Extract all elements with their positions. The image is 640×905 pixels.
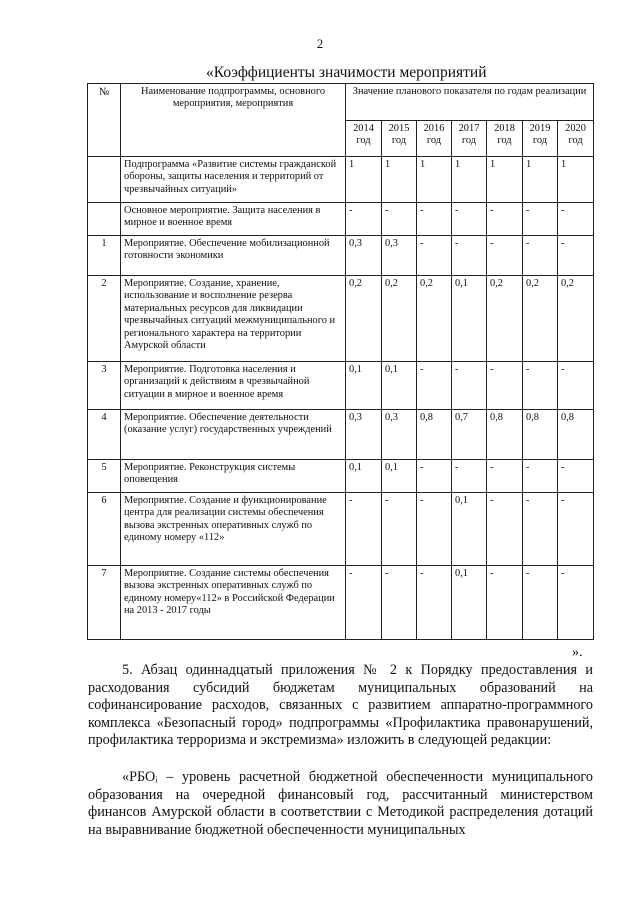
row-value: - [523, 203, 558, 236]
table-row [88, 276, 594, 362]
row-value: - [487, 236, 523, 276]
row-value: 1 [417, 157, 452, 203]
row-value: - [346, 566, 382, 640]
row-value: 0,3 [382, 410, 417, 460]
row-value: - [487, 203, 523, 236]
row-value: - [417, 362, 452, 410]
row-value: 0,8 [523, 410, 558, 460]
row-value: - [523, 566, 558, 640]
table-row [88, 410, 594, 460]
header-name: Наименование подпрограммы, основного мероприятия, мероприятия [121, 84, 346, 157]
row-value: - [558, 566, 594, 640]
row-value: - [452, 460, 487, 493]
row-value: 0,1 [382, 362, 417, 410]
row-name: Основное мероприятие. Защита населения в мирное и военное время [121, 203, 346, 236]
row-value: 0,2 [558, 276, 594, 362]
row-value: 1 [487, 157, 523, 203]
row-value: - [452, 236, 487, 276]
row-number: 7 [88, 566, 121, 640]
row-value: 0,1 [452, 566, 487, 640]
table-row [88, 460, 594, 493]
row-value: - [417, 493, 452, 566]
row-value: - [417, 236, 452, 276]
row-name: Мероприятие. Создание системы обеспечения вызова экстренных оперативных служб по единому номеру«112» в Российской Федерации на 2013 - 2017 годы [121, 566, 346, 640]
row-value: 0,1 [452, 276, 487, 362]
row-number: 3 [88, 362, 121, 410]
row-value: - [417, 460, 452, 493]
paragraph-rbo [88, 769, 593, 839]
row-value: 0,8 [487, 410, 523, 460]
row-value: 0,2 [487, 276, 523, 362]
header-year: 2020 год [558, 121, 594, 157]
row-value: 1 [382, 157, 417, 203]
table-row [88, 203, 594, 236]
row-number: 2 [88, 276, 121, 362]
header-year: 2019 год [523, 121, 558, 157]
row-value: - [558, 460, 594, 493]
table-row [88, 566, 594, 640]
row-value: 0,8 [417, 410, 452, 460]
table-row [88, 157, 594, 203]
row-value: - [382, 203, 417, 236]
row-value: 0,1 [382, 460, 417, 493]
header-year: 2016 год [417, 121, 452, 157]
table-closing-mark: ». [572, 645, 583, 660]
row-name: Мероприятие. Создание, хранение, использование и восполнение резерва материальных ресурсов для ликвидации чрезвычайных ситуаций межмуниципального и регионального характера на территории Амурской области [121, 276, 346, 362]
row-value: - [487, 566, 523, 640]
paragraph-5 [88, 662, 593, 750]
row-value: 0,2 [417, 276, 452, 362]
row-value: - [487, 362, 523, 410]
row-value: - [523, 493, 558, 566]
row-name: Мероприятие. Обеспечение мобилизационной готовности экономики [121, 236, 346, 276]
row-value: 0,1 [452, 493, 487, 566]
row-value: 0,1 [346, 460, 382, 493]
header-year: 2017 год [452, 121, 487, 157]
row-value: 0,1 [346, 362, 382, 410]
header-year: 2014 год [346, 121, 382, 157]
row-value: - [487, 460, 523, 493]
row-value: 1 [558, 157, 594, 203]
row-value: - [346, 203, 382, 236]
row-value: - [558, 493, 594, 566]
row-value: - [523, 460, 558, 493]
row-value: - [452, 362, 487, 410]
row-value: - [558, 203, 594, 236]
row-number: 6 [88, 493, 121, 566]
header-years-group: Значение планового показателя по годам реализации [346, 84, 594, 121]
table-title: «Коэффициенты значимости мероприятий [206, 64, 487, 81]
row-value: 0,3 [346, 236, 382, 276]
row-number [88, 203, 121, 236]
row-name: Мероприятие. Подготовка населения и организаций к действиям в чрезвычайной ситуации в мирное и военное время [121, 362, 346, 410]
table-row [88, 493, 594, 566]
row-value: - [523, 236, 558, 276]
row-value: 1 [523, 157, 558, 203]
row-value: - [558, 362, 594, 410]
row-value: - [417, 566, 452, 640]
header-year: 2015 год [382, 121, 417, 157]
row-number: 4 [88, 410, 121, 460]
header-num: № [88, 84, 121, 157]
row-value: - [487, 493, 523, 566]
row-number: 5 [88, 460, 121, 493]
row-name: Мероприятие. Обеспечение деятельности (оказание услуг) государственных учреждений [121, 410, 346, 460]
row-number [88, 157, 121, 203]
row-name: Мероприятие. Создание и функционирование центра для реализации системы обеспечения вызова экстренных оперативных служб по единому номеру «112» [121, 493, 346, 566]
row-value: - [558, 236, 594, 276]
row-value: 1 [346, 157, 382, 203]
page-number: 2 [316, 36, 324, 51]
row-name: Подпрограмма «Развитие системы гражданской обороны, защиты населения и территорий от чрезвычайных ситуаций» [121, 157, 346, 203]
table-row [88, 362, 594, 410]
row-value: 0,2 [523, 276, 558, 362]
row-value: 0,7 [452, 410, 487, 460]
row-value: 0,3 [346, 410, 382, 460]
row-number: 1 [88, 236, 121, 276]
paragraph-5-text: 5. Абзац одиннадцатый приложения № 2 к Порядку предоставления и расходования субсидий бюджетам муниципальных образований на софинансирование расходов, связанных с развитием аппаратно-программного комплекса «Безопасный город» подпрограммы «Профилактика правонарушений, профилактика терроризма и экстремизма» изложить в следующей редакции: [88, 662, 593, 749]
row-value: - [346, 493, 382, 566]
row-value: 0,8 [558, 410, 594, 460]
row-value: 0,2 [382, 276, 417, 362]
row-value: - [382, 566, 417, 640]
row-value: - [452, 203, 487, 236]
paragraph-rbo-text: «РБОᵢ – уровень расчетной бюджетной обеспеченности муниципального образования на очередной финансовый год, рассчитанный министерством финансов Амурской области в соответствии с Методикой распределения дотаций на выравнивание бюджетной обеспеченности муниципальных [88, 769, 593, 838]
table-row [88, 236, 594, 276]
coefficients-table [87, 83, 594, 640]
row-value: 0,3 [382, 236, 417, 276]
row-value: - [382, 493, 417, 566]
row-value: 0,2 [346, 276, 382, 362]
row-name: Мероприятие. Реконструкция системы оповещения [121, 460, 346, 493]
row-value: 1 [452, 157, 487, 203]
row-value: - [417, 203, 452, 236]
row-value: - [523, 362, 558, 410]
header-year: 2018 год [487, 121, 523, 157]
